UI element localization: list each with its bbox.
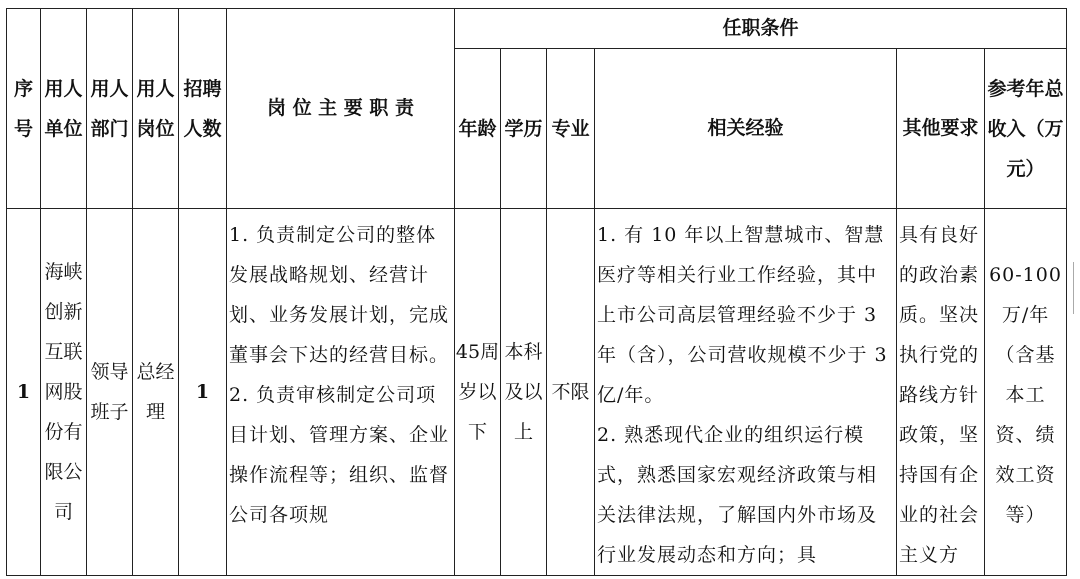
cell-age: 45周岁以下 xyxy=(455,209,501,576)
header-other: 其他要求 xyxy=(897,49,985,209)
cell-education: 本科及以上 xyxy=(501,209,547,576)
header-education: 学历 xyxy=(501,49,547,209)
header-count: 招聘人数 xyxy=(179,9,227,209)
header-experience: 相关经验 xyxy=(595,49,897,209)
header-unit: 用人单位 xyxy=(41,9,87,209)
cell-other: 具有良好的政治素质。坚决执行党的路线方针政策，坚持国有企业的社会主义方 xyxy=(897,209,985,576)
header-seq: 序号 xyxy=(7,9,41,209)
cell-count: 1 xyxy=(179,209,227,576)
cell-position: 总经理 xyxy=(133,209,179,576)
recruitment-table xyxy=(6,8,1067,576)
cell-duties: 1. 负责制定公司的整体发展战略规划、经营计划、业务发展计划，完成董事会下达的经营目标。 2. 负责审核制定公司项目计划、管理方案、企业操作流程等；组织、监督公司各项规 xyxy=(227,209,455,576)
cell-dept: 领导班子 xyxy=(87,209,133,576)
scroll-edge-marker xyxy=(1073,262,1080,314)
cell-experience: 1. 有 10 年以上智慧城市、智慧医疗等相关行业工作经验，其中上市公司高层管理经验不少于 3 年（含），公司营收规模不少于 3 亿/年。 2. 熟悉现代企业的组织运行模式，熟悉国家宏观经济政策与相关法律法规，了解国内外市场及行业发展动态和方向；具 xyxy=(595,209,897,576)
header-income: 参考年总收入（万元） xyxy=(985,49,1067,209)
header-duties: 岗 位 主 要 职 责 xyxy=(227,9,455,209)
header-major: 专业 xyxy=(547,49,595,209)
header-position: 用人岗位 xyxy=(133,9,179,209)
header-conditions: 任职条件 xyxy=(455,9,1067,49)
header-dept: 用人部门 xyxy=(87,9,133,209)
cell-seq: 1 xyxy=(7,209,41,576)
header-age: 年龄 xyxy=(455,49,501,209)
cell-major: 不限 xyxy=(547,209,595,576)
cell-income: 60-100万/年（含基本工资、绩效工资等） xyxy=(985,209,1067,576)
cell-unit: 海峡创新互联网股份有限公司 xyxy=(41,209,87,576)
